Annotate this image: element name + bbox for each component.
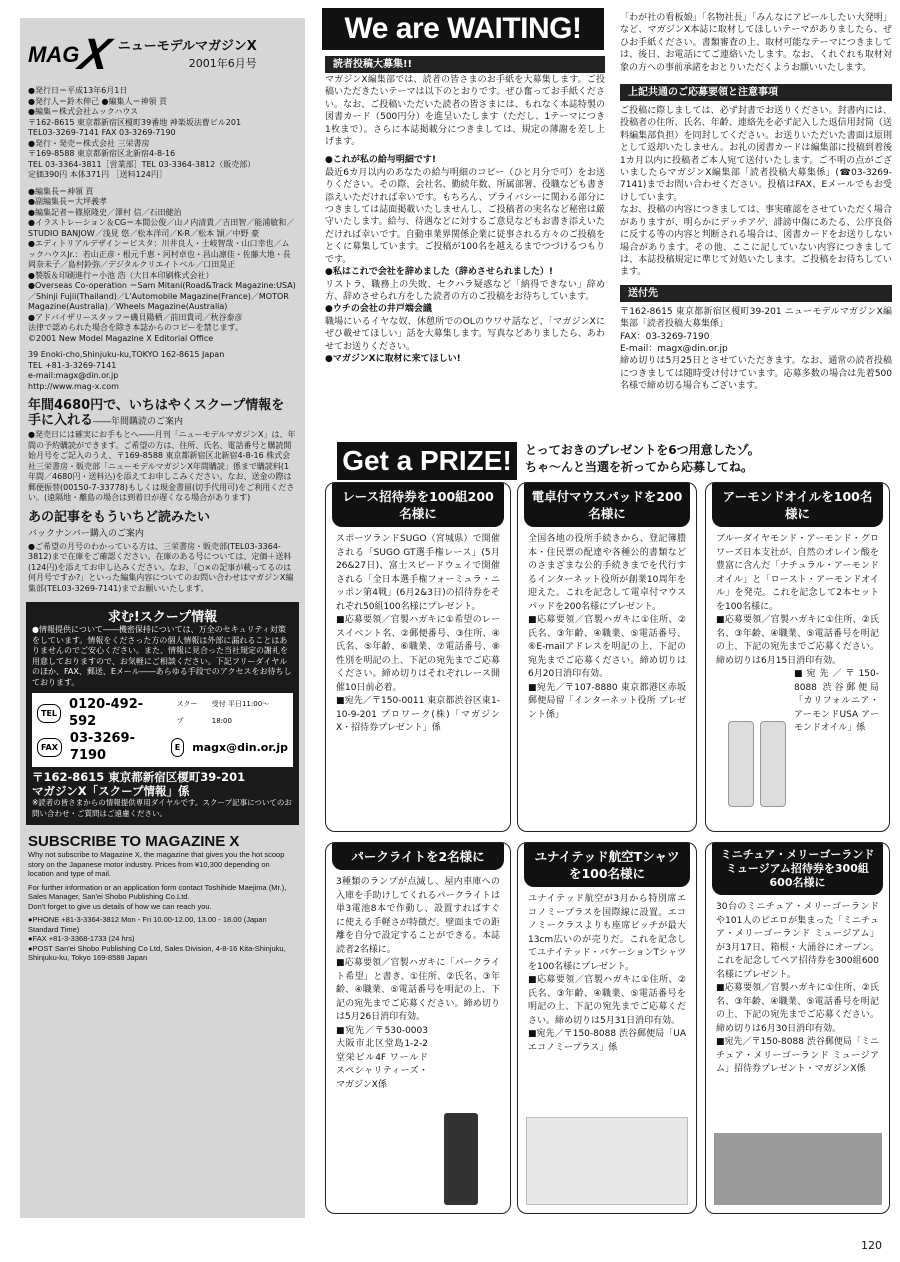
- magazine-title: ニューモデルマガジンX: [117, 39, 257, 54]
- staff-credits: ●編集長＝神領 貢 ●副編集長＝大坪義孝 ●編集記者＝篠原隆史／澤村 信／石田健治 ●イラストレーション＆CG＝本間公俊／山ノ内清貴／吉田智／能浦敏和／STUDIO BANJOW／浅見 悠／松本洋司／K-R／松本 頴／中野 豪 ●エディトリアルデザイン＝ビスタ：川井良人・土岐智哉・山口幸也／ムックハウスJr.：若山正彦・根元千恵・河村卓也・昌山凛佳・佐藤大地・長岡奈未子／島村鈴弥／デジタルクリエイトベル／口田晃正 ●製版＆印刷進行＝小池 浩（大日本印刷株式会社） ●Overseas Co-operation ＝Sam Mitani(Road&Track Magazine:USA)／Shinji Fujii(Thailand)／L'Automobile Magazine(France)／MOTOR Magazine(Australia)／Wheels Magazine(Australia) ●アドバイザリースタッフ＝磯貝陽栖／前田貴司／秋谷泰彦 法律で認められた場合を除き本誌からのコピーを禁じます。 ©2001 New Model Magazine X Editorial Office: [28, 186, 296, 343]
- subscribe-en-title: SUBSCRIBE TO MAGAZINE X: [28, 833, 240, 850]
- scoop-title: 求む!スクープ情報: [107, 610, 218, 625]
- scoop-tel[interactable]: 0120-492-592: [69, 697, 144, 729]
- waiting-col1: マガジンX編集部では、読者の皆さまのお手紙を大募集します。ご投稿いただきたいテーマは以下のとおりです。ぜひ奮ってお手紙ください。なお、ご投稿いただいた読者の皆さまには、もれなく本誌特製の図書カード（500円分）を進呈いたします（ただし、1テーマにつき1枚まで）。さらに本誌掲載分につきましては、規定の薄謝を差し上げます。 ●これが私の給与明細です! 最近6カ月以内のあなたの給与明細のコピー（ひと月分で可）をお送りください。その際、会社名、勤続年数、所属部署、役職なども書き添えいただければ幸いです。もちろん、プライバシーに関わる部分につきましては誌面掲載いたしませんし、ご投稿者の実名など秘密は厳守いたします。給与、待遇などに対するご意見などもお書き添えいただければ幸いです。自動車業界関係企業に従事される方々のご投稿をとくに募集しています。ご投稿が100名を越えるまでつづけるつもりです。 ●私はこれで会社を辞めました（辞めさせられました）! リストラ、職務上の失敗、セクハラ疑惑など「納得できない」辞め方、辞めさせられ方をした読者の方のご投稿をお待ちしています。 ●ウチの会社の井戸端会議 職場にいるイヤな奴、休憩所でのOLのウワサ話など、「マガジンXにぜひ載せてほしい」話を大募集します。写真などありましたら、あわせてお送りください。 ●マガジンXに取材に来てほしい!: [325, 75, 605, 364]
- website-link[interactable]: http://www.mag-x.com: [28, 381, 119, 391]
- subscribe-en-body: Why not subscribe to Magazine X, the magazine that gives you the hot scoop story on the Japanese motor industry. Prices from ¥10,300 depending on location and type of mail. For further information or an application form contact Toshihide Maejima (Mr.), Sales Manager, San'ei Shobo Publishing Co.Ltd. Don't forget to give us details of how we can reach you. ●PHONE +81-3-3364-3812 Mon - Fri 10.00-12.00, 13.00 - 18.00 (Japan Standard Time) ●FAX +81-3-3368-1733 (24 hrs) ●POST San'ei Shobo Publishing Co Ltd, Sales Division, 4-8-16 Kita-Shinjuku, Shinjuku-ku, Tokyo 169-8588 Japan: [28, 850, 287, 962]
- scoop-note: ※読者の皆さまからの情報提供専用ダイヤルです。スクープ記事についてのお問い合わせ・ご質問はご遠慮ください。: [32, 798, 292, 818]
- prize-card-almond-oil: アーモンドオイルを100名様に ブルーダイヤモンド・アーモンド・グロワーズ日本支社が、自然のオレイン酸を豊富に含んだ「ナチュラル・アーモンドオイル」と「ロースト・アーモンドオイル」を発売。これを記念して2本セットを100名様に。 ■応募要領／官製ハガキに①住所、②氏名、③年齢、④職業、⑤電話番号を明記の上、下記の宛先までご応募ください。締め切りは6月15日消印有効。 ■宛先／〒150-8088 渋谷郵便局「カリフォルニア・アーモンドUSA アーモンドオイル」係: [705, 482, 890, 832]
- backnumber-body: ●ご希望の月号のわかっている方は、三栄書房・販売部(TEL03-3364-3812)まで在庫をご確認ください。在庫のある号については、定価＋送料(124円)を添えてお申し込みください。なお、「○×の記事が載ってるのは何月号ですか?」といった編集内容についてのお問い合わせはマガジンX編集部(TEL03-3269-7141)までお願いいたします。: [28, 541, 294, 593]
- scoop-contacts: TEL 0120-492-592 スクープ 受付 平日11:00～18:00 FAX 03-3269-7190 E magx@din.or.jp: [32, 693, 293, 767]
- magx-logo: MAG X: [28, 30, 116, 79]
- colophon: ●発行日＝平成13年6月1日 ●発行人＝鈴木伸己 ●編集人＝神領 貢 ●編集＝株式会社ムックハウス 〒162-8615 東京都新宿区榎町39番地 神楽坂法曹ビル201 TEL03-3269-7141 FAX 03-3269-7190 ●発行・発売＝株式会社 三栄書房 〒169-8588 東京都新宿区北新宿4-8-16 TEL 03-3364-3811［営業部］TEL 03-3364-3812（販売部） 定価390円 本体371円 ［送料124円］: [28, 86, 256, 179]
- page-number: 120: [861, 1239, 882, 1252]
- scoop-body: ●情報提供について――機密保持については、万全のセキュリティ対策をしています。情報をくださった方の個人情報は外部に漏れることはありませんのでご安心ください。また、情報に見合った当社規定の謝礼を用意しておりますので、お気軽にご相談ください。下記フリーダイヤルのほか、FAX、郵送、Eメール――あらゆる手段でのアクセスをお待ちしております。: [32, 625, 292, 687]
- backnumber-heading: あの記事をもういちど読みたい バックナンバー購入のご案内: [28, 509, 211, 539]
- email-icon: E: [171, 738, 184, 757]
- museum-photo: [714, 1133, 882, 1205]
- subscription-heading: 年間4680円で、いちはやくスクープ情報を手に入れる――年間購読のご案内: [28, 398, 285, 428]
- prize-card-race-tickets: レース招待券を100組200名様に スポーツランドSUGO（宮城県）で開催される「SUGO GT選手権レース」(5月26&27日)、富士スピードウェイで開催される「全日本選手権フォーミュラ・ニッポン第4戦」(6月2&3日)の招待券をそれぞれ50組100名様にプレゼント。 ■応募要領／官製ハガキに①希望のレースイベント名、②郵便番号、③住所、④氏名、⑤年齢、⑥職業、⑦電話番号、⑧性別を明記の上、下記の宛先までご応募ください。締め切りはそれぞれレース開催10日前必着。 ■宛先／〒150-0011 東京都渋谷区東1-10-9-201 プロワーク(株)「マガジンX・招待券プレゼント」係: [325, 482, 511, 832]
- address-english: 39 Enoki-cho,Shinjuku-ku,TOKYO 162-8615 Japan TEL +81-3-3269-7141 e-mail:magx@din.or.jp http://www.mag-x.com: [28, 350, 297, 392]
- left-info-column: [20, 18, 305, 1218]
- issue-label: 2001年6月号: [188, 57, 257, 70]
- scoop-address: 〒162-8615 東京都新宿区榎町39-201 マガジンX「スクープ情報」係: [32, 770, 246, 798]
- almond-oil-bottle-photo: [728, 721, 754, 807]
- phone-icon: TEL: [37, 704, 61, 723]
- subscription-body: ●発売日には確実にお手もとへ――月刊「ニューモデルマガジンX」は、年間の予約購読ができます。ご希望の方は、住所、氏名、電話番号と購読開始月号をご記入のうえ、〒169-8588 東京都新宿区北新宿4-8-16 株式会社三栄書房・販売部「ニューモデルマガジンX年間購読」係まで購読料(1年間／4680円・送料込)を添えてお申しこみください。なお、送金の際は郵便振替(00150-7-33778)もしくは現金書留(切手代用可)をご利用ください。(遠隔地・離島の場合は到着日が遅くなる場合があります): [28, 430, 296, 502]
- rules-bar: 上記共通のご応募要領と注意事項: [620, 84, 892, 101]
- prize-banner: Get a PRIZE!: [337, 442, 517, 480]
- prize-card-mousepad: 電卓付マウスパッドを200名様に 全国各地の役所手続きから、登記簿謄本・住民票の配達や各種公的書類などのさまざまな公的手続きまでを代行するインターネット役所が創業10周年を迎えた。これを記念して電卓付マウスパッドを200名様にプレゼント。 ■応募要領／官製ハガキに①住所、②氏名、③年齢、④職業、⑤電話番号、⑥E-mailアドレスを明記の上、下記の宛先までご応募ください。締め切りは6月20日消印有効。 ■宛先／〒107-8880 東京都港区赤坂郵便局留「インターネット役所 プレゼント係」: [517, 482, 697, 832]
- scoop-fax[interactable]: 03-3269-7190: [69, 731, 135, 763]
- almond-oil-bottle-photo: [760, 721, 786, 807]
- destination-bar: 送付先: [620, 285, 892, 302]
- tshirt-photo: [526, 1117, 688, 1205]
- scoop-email[interactable]: magx@din.or.jp: [192, 740, 288, 754]
- waiting-bar: 読者投稿大募集!!: [325, 56, 605, 73]
- email-link[interactable]: e-mail:magx@din.or.jp: [28, 371, 119, 380]
- fax-icon: FAX: [37, 738, 62, 757]
- prize-card-merry-go-round: ミニチュア・メリーゴーランド ミュージアム招待券を300組600名様に 30台のミニチュア・メリーゴーランドや101人のピエロが集まった「ミニチュア・メリーゴーランド ミュージアム」が3月17日、箱根・大涌谷にオープン。これを記念してペア招待券を300組600名様にプレゼント。 ■応募要領／官製ハガキに①住所、②氏名、③年齢、④職業、⑤電話番号を明記の上、下記の宛先までご応募ください。締め切りは6月30日消印有効。 ■宛先／〒150-8088 渋谷郵便局「ミニチュア・メリーゴーランド ミュージアム」招待券プレゼント・マガジンX係: [705, 842, 890, 1214]
- masthead: [28, 24, 297, 86]
- prize-card-park-light: パークライトを2名様に 3種類のランプが点滅し、屋内車庫への入庫を手助けしてくれるパークライトは単3電池8本で作動し、設置すればすぐに使える手軽さが特徴だ。壁面までの距離を自分で設定することができる。本誌読者2名様に。 ■応募要領／官製ハガキに「パークライト希望」と書き、①住所、②氏名、③年齢、④職業、⑤電話番号を明記の上、下記の宛先までご応募ください。締め切りは5月26日消印有効。 ■宛先／〒530-0003 大阪市北区堂島1-2-2堂栄ビル4F ワールドスペシャリティーズ・マガジンX係: [325, 842, 511, 1214]
- waiting-banner: We are WAITING!: [322, 8, 604, 50]
- waiting-col2: 「わが社の看板娘」「名物社長」「みんなにアピールしたい大発明」など、マガジンX本誌に取材してほしいテーマがありましたら、ぜひお手紙ください。書類審査の上、取材可能なテーマにつきましては、後日、お電話にてご連絡いたします。なお、くれぐれも取材対象の方への事前承諾をおとりいただくようお願いいたします。 上記共通のご応募要領と注意事項 ご投稿に際しましては、必ず封書でお送りください。封書内には、投稿者の住所、氏名、年齢、連絡先を必ず記入した返信用封筒（送料編集部負担）を同封してください。お送りいただいた書面は原則として返却いたしません。お礼の図書カードは編集部に投稿到着後1カ月以内に投稿者ご本人宛て送付いたします。ご不明の点がございましたらマガジンX編集部「読者投稿大募集係」(☎03-3269-7141)までお問い合わせください。投稿はFAX、Eメールでもお受けしています。 なお、投稿の内容につきましては、事実確認をさせていただく場合がありますが、明らかにデッチアゲ、誹謗中傷にあたる、公序良俗に反する等の内容と判断される場合は、図書カードをお送りしない場合があります。その他、ここに記していない内容につきましては、本誌投稿規定に準じて対処いたします。ご投稿をお待ちしています。 送付先 〒162-8615 東京都新宿区榎町39-201 ニューモデルマガジンX編集部「読者投稿大募集係」 FAX：03-3269-7190 E-mail：magx@din.or.jp 締め切りは5月25日とさせていただきます。なお、通常の読者投稿につきましては随時受け付けています。応募多数の場合は先着500名様で締め切る場合もございます。: [620, 13, 892, 392]
- prize-card-tshirt: ユナイテッド航空Tシャツを100名様に ユナイテッド航空が3月から特別席エコノミープラスを国際線に設置。エコノミークラスよりも座席ピッチが最大13cm広いのが売りだ。これを記念してユナイテッド・バケーションTシャツを100名様にプレゼント。 ■応募要領／官製ハガキに①住所、②氏名、③年齢、④職業、⑤電話番号を明記の上、下記の宛先までご応募ください。締め切りは5月31日消印有効。 ■宛先／〒150-8088 渋谷郵便局「UAエコノミープラス」係: [517, 842, 697, 1214]
- scoop-info-box: [26, 602, 299, 825]
- prize-intro: とっておきのプレゼントを6つ用意したゾ。 ちゃ～んと当選を祈ってから応募してね。: [525, 443, 760, 474]
- park-light-photo: [444, 1113, 478, 1205]
